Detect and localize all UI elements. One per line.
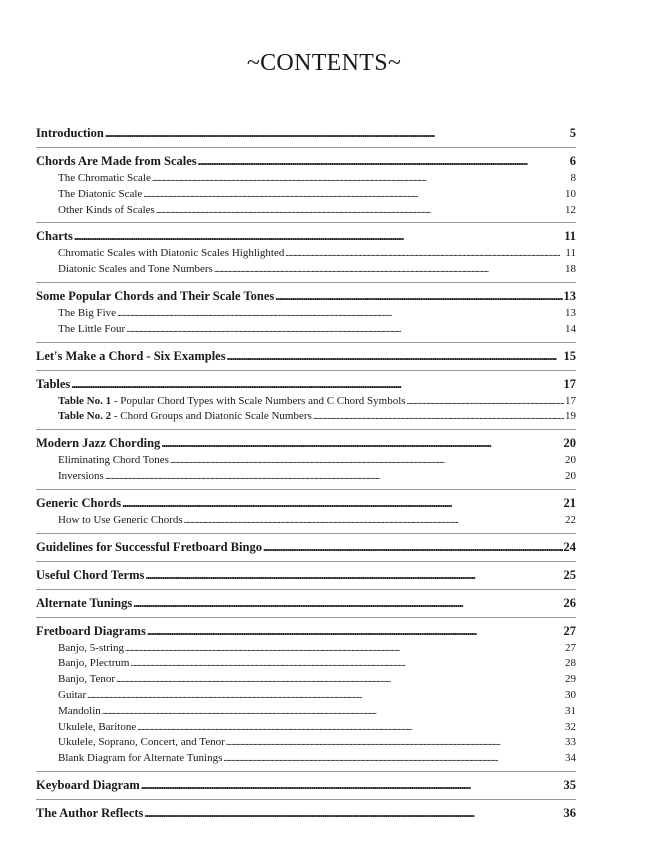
toc-subentry-title [58,752,222,764]
dot-leader [214,263,564,275]
dot-leader [131,657,565,669]
toc-subentry-title [58,657,130,669]
toc-subentry[interactable] [36,689,576,705]
toc-entry-page: 5 [569,126,576,140]
toc-subentry-title [58,395,406,407]
toc-subentry-page: 20 [565,469,576,482]
toc-section [36,540,576,562]
toc-entry-title: Modern Jazz Chording [36,436,161,451]
toc-subentry[interactable] [36,204,576,220]
toc-entry-title: Let's Make a Chord - Six Examples [36,348,226,363]
toc-subentry-title [58,188,142,200]
toc-subentry[interactable] [36,721,576,737]
toc-subentry[interactable] [36,172,576,188]
toc-entry-title: Useful Chord Terms [36,567,145,582]
toc-entry-title: Chords Are Made from Scales [36,154,197,168]
dot-leader [141,778,563,793]
toc-subentry-label: Eliminating Chord Tones [58,454,169,467]
toc-subentry-label: The Big Five [58,306,117,319]
toc-subentry[interactable] [36,307,576,323]
toc-entry-page: 21 [563,495,576,510]
dot-leader [198,154,569,169]
toc-subentry-label: Ukulele, Baritone [58,720,137,733]
page-title: ~CONTENTS~ [246,50,402,76]
toc-section [36,568,576,590]
toc-entry-title: The Author Reflects [36,805,144,820]
toc-subentry-page: 19 [565,410,576,423]
dot-leader [122,496,562,511]
toc-subentry-title [58,307,116,319]
toc-section [36,596,576,618]
dot-leader [137,721,564,733]
dot-leader [133,596,562,611]
dot-leader [263,540,563,555]
toc-subentry[interactable] [36,673,576,689]
toc-subentry-title [58,172,151,184]
dot-leader [71,377,562,392]
toc-subentry[interactable] [36,657,576,673]
toc-entry-title: Guidelines for Successful Fretboard Bingo [36,539,262,554]
toc-entry[interactable] [36,568,576,586]
toc-subentry-label: The Chromatic Scale [58,172,151,184]
toc-entry-page: 11 [564,229,576,244]
toc-subentry-page: 33 [565,736,576,749]
toc-subentry-title [58,410,312,422]
toc-entry-title: Alternate Tunings [36,595,133,610]
toc-subentry-label: Banjo, 5-string [58,641,124,654]
toc-entry[interactable] [36,377,576,395]
toc-entry-title: Charts [36,229,73,244]
dot-leader [170,454,564,466]
table-of-contents [36,126,576,833]
toc-subentry-label: - Popular Chord Types with Scale Numbers and C Chord Symbols [111,394,406,407]
toc-entry-title: Keyboard Diagram [36,777,140,792]
dot-leader [105,470,564,482]
toc-entry-page: 26 [563,595,576,610]
toc-subentry-title [58,323,125,335]
toc-subentry[interactable] [36,642,576,658]
toc-entry-page: 20 [563,436,576,451]
toc-entry-page: 6 [569,154,576,168]
toc-section [36,154,576,223]
toc-subentry-label: Blank Diagram for Alternate Tunings [58,752,223,765]
dot-leader [275,289,562,304]
toc-entry[interactable] [36,436,576,454]
toc-subentry-label: Diatonic Scales and Tone Numbers [58,263,213,276]
toc-subentry-page: 32 [565,720,576,733]
toc-entry[interactable] [36,596,576,614]
toc-entry-page: 36 [563,805,576,820]
toc-section [36,289,576,343]
toc-subentry-title [58,247,284,259]
dot-leader [126,323,564,335]
toc-subentry-label: Guitar [58,688,87,701]
toc-entry[interactable] [36,126,576,144]
toc-subentry-page: 12 [565,203,576,216]
toc-entry[interactable] [36,496,576,514]
dot-leader [87,689,564,701]
toc-subentry-page: 22 [565,513,576,526]
toc-subentry[interactable] [36,454,576,470]
toc-section [36,436,576,490]
toc-subentry-page: 30 [565,688,576,701]
dot-leader [145,568,562,583]
dot-leader [226,736,564,748]
dot-leader [105,126,569,141]
toc-subentry[interactable] [36,514,576,530]
toc-subentry-label: Mandolin [58,704,101,717]
dot-leader [227,349,563,364]
toc-entry-page: 17 [563,376,576,391]
toc-section [36,349,576,371]
toc-entry[interactable] [36,289,576,307]
toc-entry-page: 15 [563,348,576,363]
toc-subentry-table-label: Table No. 2 [58,410,112,423]
toc-subentry-label: Banjo, Plectrum [58,657,130,670]
toc-entry[interactable] [36,229,576,247]
toc-subentry-page: 8 [570,172,576,184]
toc-subentry-title [58,705,101,717]
toc-section [36,778,576,800]
toc-subentry-title [58,204,155,216]
toc-entry-title: Fretboard Diagrams [36,623,146,638]
toc-subentry-label: Inversions [58,469,104,482]
toc-subentry-label: The Little Four [58,322,126,335]
toc-subentry[interactable] [36,263,576,279]
toc-entry-page: 24 [563,539,576,554]
toc-entry-page: 13 [563,288,576,303]
dot-leader [152,172,570,184]
toc-section [36,126,576,148]
toc-entry-page: 35 [563,777,576,792]
dot-leader [125,642,564,654]
dot-leader [184,514,564,526]
toc-entry-title: Some Popular Chords and Their Scale Tones [36,288,275,303]
toc-section [36,229,576,283]
toc-entry[interactable] [36,624,576,642]
toc-subentry-title [58,454,169,466]
toc-subentry-page: 34 [565,752,576,765]
dot-leader [102,705,564,717]
toc-subentry-page: 27 [565,641,576,654]
toc-subentry-page: 29 [565,673,576,686]
dot-leader [407,395,564,407]
toc-subentry[interactable] [36,323,576,339]
dot-leader [117,307,564,319]
toc-entry-title: Introduction [36,126,104,140]
toc-subentry-page: 18 [565,263,576,276]
dot-leader [285,247,564,259]
toc-subentry[interactable] [36,188,576,204]
toc-subentry-title [58,689,86,701]
toc-section [36,624,576,772]
toc-subentry-title [58,514,183,526]
toc-subentry-page: 10 [565,187,576,200]
toc-subentry-page: 28 [565,657,576,670]
toc-subentry-label: Other Kinds of Scales [58,203,155,216]
toc-subentry-title [58,642,124,654]
toc-subentry-page: 13 [565,306,576,319]
toc-entry[interactable] [36,806,576,824]
toc-entry-page: 25 [563,567,576,582]
dot-leader [143,188,564,200]
dot-leader [116,673,564,685]
toc-entry[interactable] [36,349,576,367]
toc-subentry-page: 14 [565,322,576,335]
toc-subentry[interactable] [36,736,576,752]
toc-subentry-label: Ukulele, Soprano, Concert, and Tenor [58,736,225,749]
dot-leader [223,752,564,764]
toc-subentry-label: Banjo, Tenor [58,673,116,686]
toc-entry[interactable] [36,778,576,796]
toc-subentry[interactable] [36,395,576,411]
toc-entry-page: 27 [563,623,576,638]
toc-subentry-page: 17 [565,394,576,407]
toc-subentry[interactable] [36,705,576,721]
toc-subentry-title [58,721,136,733]
dot-leader [74,229,563,244]
toc-subentry[interactable] [36,470,576,486]
toc-entry[interactable] [36,154,576,172]
dot-leader [147,624,563,639]
toc-subentry-table-label: Table No. 1 [58,394,112,407]
toc-subentry-page: 20 [565,454,576,467]
toc-subentry[interactable] [36,752,576,768]
toc-subentry-label: How to Use Generic Chords [58,513,183,526]
toc-subentry-title [58,263,213,275]
toc-subentry-label: - Chord Groups and Diatonic Scale Numbers [111,410,312,423]
toc-section [36,377,576,431]
toc-section [36,496,576,534]
dot-leader [313,410,564,422]
toc-subentry-label: The Diatonic Scale [58,187,143,200]
toc-subentry[interactable] [36,247,576,263]
toc-subentry-label: Chromatic Scales with Diatonic Scales Highlighted [58,247,285,260]
toc-entry-title: Generic Chords [36,495,122,510]
toc-entry-title: Tables [36,376,71,391]
toc-entry[interactable] [36,540,576,558]
dot-leader [161,436,562,451]
toc-subentry-page: 31 [565,704,576,717]
toc-subentry[interactable] [36,410,576,426]
toc-section [36,806,576,827]
toc-subentry-title [58,673,115,685]
dot-leader [156,204,564,216]
dot-leader [144,806,562,821]
toc-subentry-page: 11 [565,247,576,260]
toc-subentry-title [58,736,225,748]
toc-subentry-title [58,470,104,482]
